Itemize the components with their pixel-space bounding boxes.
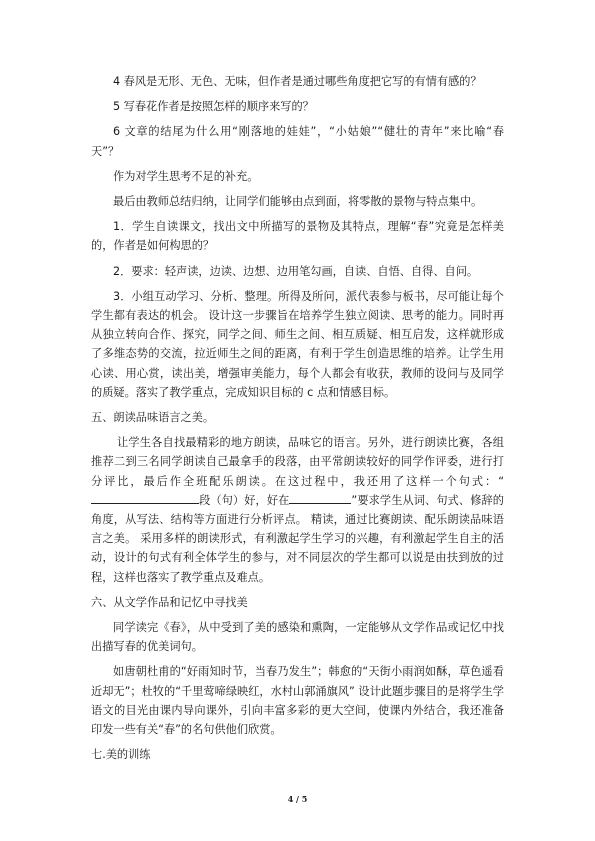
section-5-text-b: 段（句）好，好在 [199,493,290,507]
fill-blank-2 [289,491,351,504]
summary-paragraph: 最后由教师总结归纳，让同学们能够由点到面，将零散的景物与特点集中。 [113,195,483,209]
question-5: 5 写春花作者是按照怎样的顺序来写的？ [113,100,314,114]
step-3: 3．小组互动学习、分析、整理。所得及所问，派代表参与板书，尽可能让每个学生都有表达的机会。 设计这一步骤旨在培养学生独立阅读、思考的能力。同时再从独立转向合作、探究，同学之间、师生之间、相互质疑、相互启发，这样就形成了多维态势的交流，拉近师生之间的距离，有利于学生创造思维的培养。让学生用心读、用心赏，读出美，增强审美能力，每个人都会有收获，教师的设问与及同学的质疑。落实了教学重点，完成知识目标的 c 点和情感目标。 [91,289,504,399]
section-6-paragraph-1: 同学读完《春》，从中受到了美的感染和熏陶，一定能够从文学作品或记忆中找出描写春的优美词句。 [91,621,504,654]
fill-blank-1 [91,491,199,504]
page-content [91,72,504,771]
section-5-text-a: 让学生各自找最精彩的地方朗读，品味它的语言。另外，进行朗读比赛，各组推荐二到三名同学朗读自己最拿手的段落，由平常朗读较好的同学作评委，进行打分评比，最后作全班配乐朗读。在这过程中，我还用了这样一个句式：“ [91,436,504,488]
question-6: 6 文章的结尾为什么用“刚落地的娃娃”，“小姑娘”“健壮的青年”来比喻“春天”？ [91,125,504,158]
step-2: 2．要求：轻声读，边读、边想、边用笔勾画，自读、自悟、自得、自问。 [113,264,479,278]
section-5-heading: 五、朗读品味语言之美。 [91,411,215,425]
section-5-text-c: ”要求学生从词、句式、修辞的角度，从写法、结构等方面进行分析评点。 精读，通过比赛朗读、配乐朗读品味语言之美。 采用多样的朗读形式，有利激起学生学习的兴趣，有利激起学生自主的活动，设计的句式有利全体学生的参与，对不同层次的学生都可以说是由扶到放的过程，这样也落实了教学重点及难点。 [91,493,504,584]
section-5-paragraph [91,433,504,587]
section-6-heading: 六、从文学作品和记忆中寻找美 [91,595,248,609]
section-6-paragraph-2: 如唐朝杜甫的“好雨知时节，当春乃发生”；韩愈的“天街小雨润如酥，草色遥看近却无”；杜牧的“千里莺啼绿映红，水村山郭涌旗风” 设计此题步骤目的是将学生学语文的目光由课内导向课外，引向丰富多彩的更大空间，使课内外结合，我还准备印发一些有关“春”的名句供他们欣赏。 [91,665,504,737]
step-1: 1．学生自读课文，找出文中所描写的景物及其特点，理解“春”究竟是怎样美的，作者是如何构思的？ [91,220,504,253]
question-4: 4 春风是无形、无色、无味，但作者是通过哪些角度把它写的有情有感的？ [113,75,482,88]
supplement-note: 作为对学生思考不足的补充。 [113,169,259,183]
section-7-heading: 七.美的训练 [91,748,151,762]
page-number: 4 / 5 [287,794,308,804]
